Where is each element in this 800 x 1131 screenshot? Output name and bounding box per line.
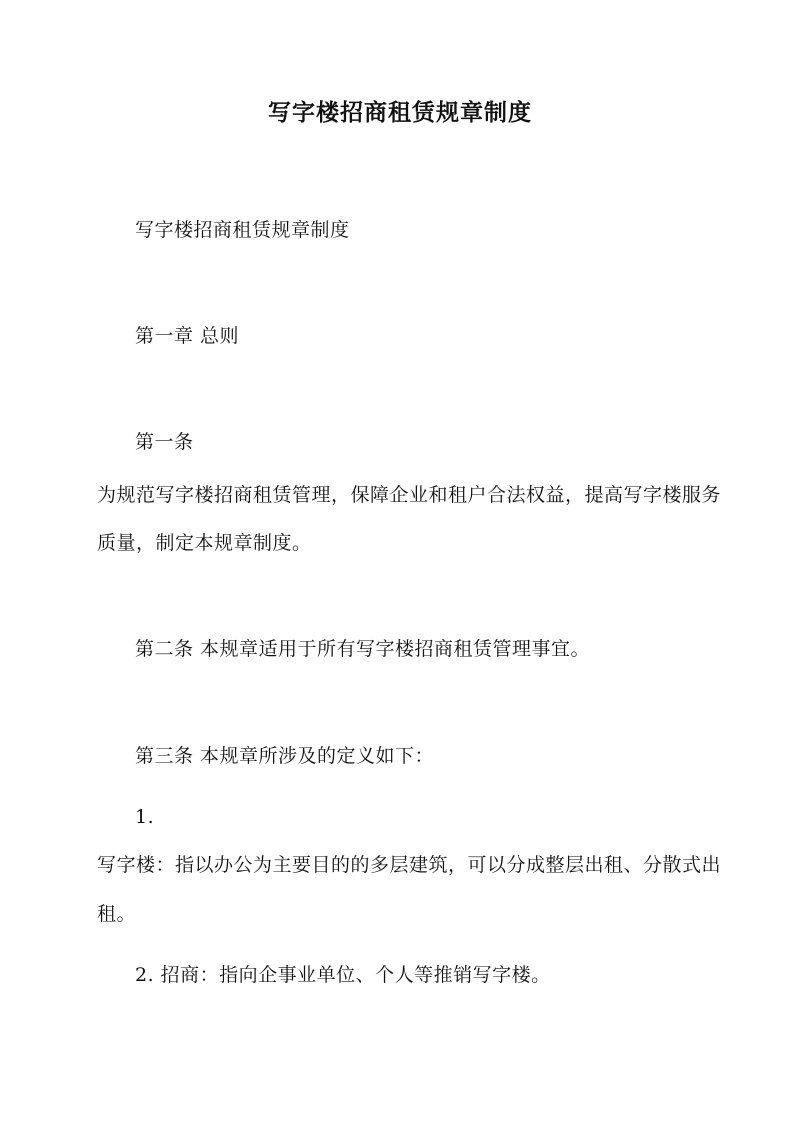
document-title: 写字楼招商租赁规章制度	[268, 99, 532, 126]
document-subtitle: 写字楼招商租赁规章制度	[135, 219, 350, 241]
article-2: 第二条 本规章适用于所有写字楼招商租赁管理事宜。	[135, 638, 591, 660]
article-1-label: 第一条	[135, 431, 194, 453]
article-3: 第三条 本规章所涉及的定义如下：	[135, 745, 435, 767]
definition-2: 2. 招商：指向企事业单位、个人等推销写字楼。	[135, 964, 551, 986]
chapter-heading: 第一章 总则	[135, 325, 240, 347]
definition-1-number: 1.	[135, 806, 155, 828]
article-1-text-line-1: 为规范写字楼招商租赁管理，保障企业和租户合法权益，提高写字楼服务	[97, 484, 722, 506]
definition-1-line-1: 写字楼：指以办公为主要目的的多层建筑，可以分成整层出租、分散式出	[97, 854, 722, 876]
definition-1-line-2: 租。	[97, 903, 137, 925]
article-1-text-line-2: 质量，制定本规章制度。	[97, 532, 312, 554]
